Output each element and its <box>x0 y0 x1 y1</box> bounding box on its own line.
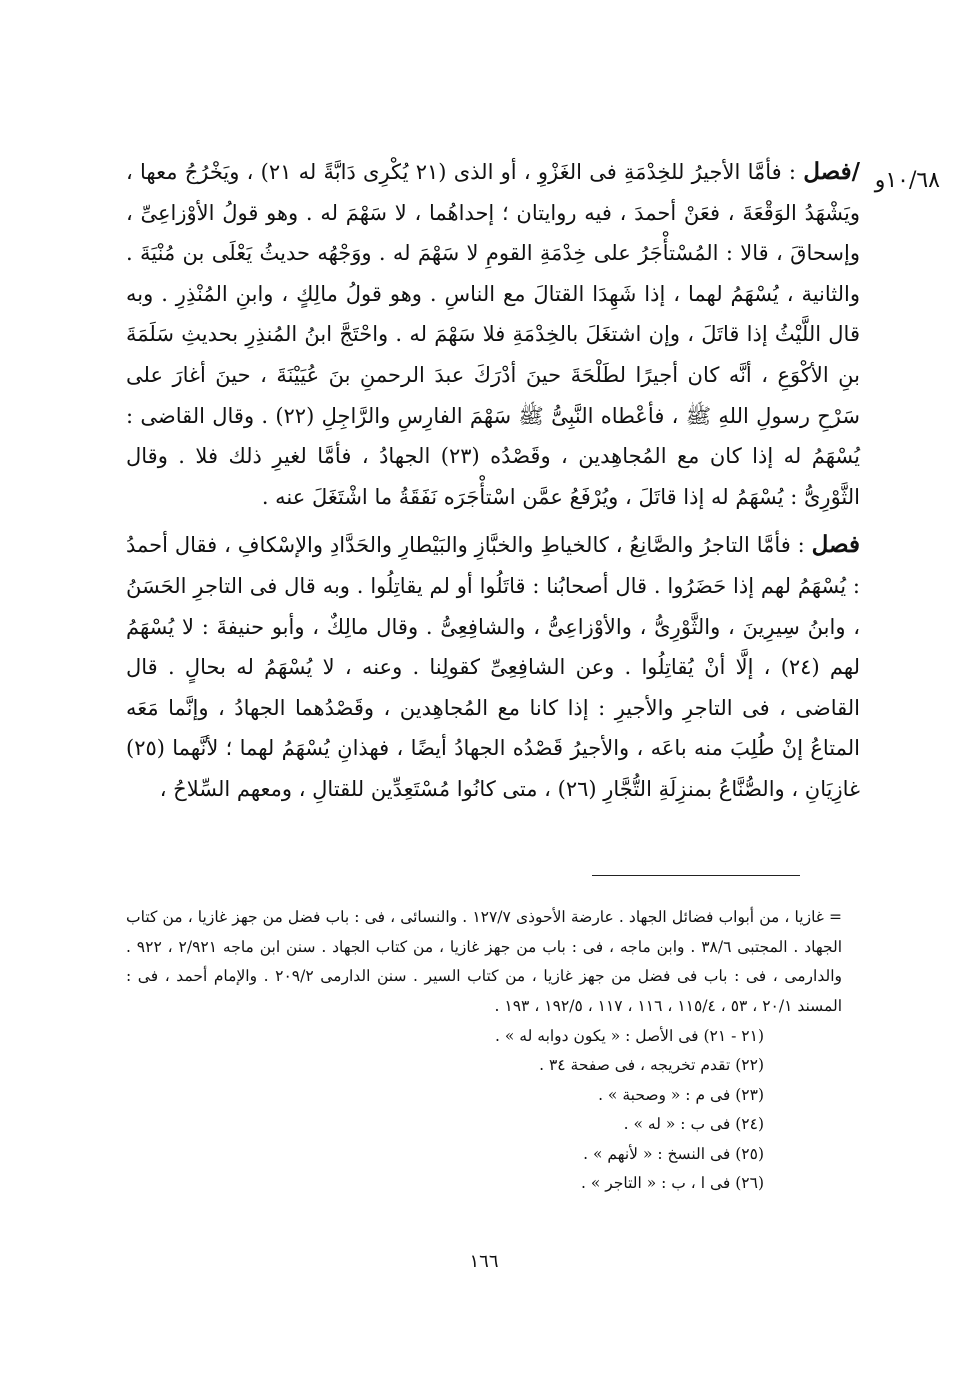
section-body: : فأمَّا التاجرُ والصَّانِعُ ، كالخياطِ والخبَّازِ والبَيْطارِ والحَدَّادِ والإسْكافِ ، فقال أحمدُ : يُسْهَمُ لهم إذا حَضَرُوا . قال أصحابُنا : قاتَلُوا أو لم يقاتِلُوا . وبه قال فى التاجرِ الحَسَنُ ، وابنُ سِيرِينَ ، والثَّوْرِىُّ ، والأوْزاعِىُّ ، والشافِعِىُّ . وقال مالِكٌ ، وأبو حنيفةَ : لا يُسْهَمُ لهم (٢٤) ، إلَّا أنْ يُقاتِلُوا . وعن الشافِعِىِّ كقولِنا . وعنه ، لا يُسْهَمُ له بحالٍ . قال القاضى ، فى التاجرِ والأجيرِ : إذا كانا مع المُجاهِدين ، وقَصْدُهما الجهادُ ، وإنَّما مَعَه المتاعُ إنْ طُلِبَ منه باعَه ، والأجيرُ قَصْدُه الجهادُ أيضًا ، فهذانِ يُسْهَمُ لهما ؛ لأنَّهما (٢٥) غازِيَانِ ، والصُّنَّاعُ بمنزِلَةِ التُّجَّارِ (٢٦) ، متى كانُوا مُسْتَعِدِّين للقتالِ ، ومعهم السِّلاحُ ، <box>126 533 860 801</box>
main-text <box>126 152 860 810</box>
footnote-divider <box>592 875 800 876</box>
section-paragraph-hired-helper <box>126 152 860 517</box>
margin-reference: ١٠/٦٨و <box>874 168 940 193</box>
section-heading: فصل <box>803 158 852 185</box>
footnote-list <box>126 1022 842 1199</box>
section-body: : فأمَّا الأجيرُ للخِدْمَةِ فى الغَزْوِ ، أو الذى (٢١ يُكْرِى دَابَّةً له ٢١) ، ويَخْرُجُ معها ، ويَشْهَدُ الوَقْعَةَ ، فعَنْ أحمدَ ، فيه روايتان ؛ إحداهُما ، لا سَهْمَ له . وهو قولُ الأوْزاعِىِّ ، وإسحاقَ ، قالا : المُسْتأْجَرُ على خِدْمَةِ القومِ لا سَهْمَ له . ووَجْهُه حديثُ يَعْلَى بن مُنْيَةَ . والثانية ، يُسْهَمُ لهما ، إذا شَهِدَا القتالَ مع الناسِ . وهو قولُ مالِكٍ ، وابنِ المُنْذِرِ . وبه قال اللَّيْثُ إذا قاتَلَ ، وإن اشتغَلَ بالخِدْمَةِ فلا سَهْمَ له . واحْتَجَّ ابنُ المُنذِرِ بحديثِ سَلَمَةَ بنِ الأكْوَعِ ، أنَّه كان أجيرًا لطَلْحَةَ حينَ أدْرَكَ عبدَ الرحمنِ بنَ عُيَيْنَةَ ، حينَ أغارَ على سَرْحِ رسولِ اللهِ ﷺ ، فأعْطاه النَّبِىُّ ﷺ سَهْمَ الفارِسِ والرَّاجِلِ (٢٢) . وقال القاضى : يُسْهَمُ له إذا كان مع المُجاهِدين ، وقَصْدُه (٢٣) الجهادُ ، فأمَّا لغيرِ ذلك فلا . وقال الثَّوْرِىُّ : يُسْهَمُ له إذا قاتَلَ ، ويُرْفَعُ عمَّن اسْتأْجَرَه نَفَقَةُ ما اشْتَغَلَ عنه . <box>126 160 860 509</box>
folio-slash-mark: / <box>851 158 860 185</box>
page-number: ١٦٦ <box>469 1251 499 1272</box>
section-heading: فصل <box>811 531 860 559</box>
section-paragraph-merchant <box>126 525 860 809</box>
footnote-item: (٢٦) فى ا ، ب : « التاجر » . <box>580 1174 764 1193</box>
footnote-item: (٢١ - ٢١) فى الأصل : « يكون دوابه له » . <box>495 1026 764 1045</box>
footnote-continuation: = غازيا ، من أبواب فضائل الجهاد . عارضة الأحوذى ١٢٧/٧ . والنسائى ، فى : باب فضل من جهز غازيا ، من كتاب الجهاد . المجتبى ٣٨/٦ . وابن ماجه ، فى : باب من جهز غازيا ، من كتاب الجهاد . سنن ابن ماجه ٢/٩٢١ ، ٩٢٢ . والدارمى ، فى : باب فى فضل من جهز غازيا ، من كتاب السير . سنن الدارمى ٢٠٩/٢ . والإمام أحمد ، فى : المسند ٢٠/١ ، ٥٣ ، ١١٥/٤ ، ١١٦ ، ١١٧ ، ١٩٢/٥ ، ١٩٣ . <box>126 908 843 1016</box>
footnote-item: (٢٢) تقدم تخريجه ، فى صفحة ٣٤ . <box>539 1056 764 1075</box>
footnote-item: (٢٣) فى م : « وصحبة » . <box>598 1085 764 1104</box>
footnotes <box>126 903 842 1199</box>
footnote-item: (٢٥) فى النسخ : « لأنهم » . <box>583 1144 764 1163</box>
footnote-item: (٢٤) فى ب : « له » . <box>623 1115 764 1134</box>
